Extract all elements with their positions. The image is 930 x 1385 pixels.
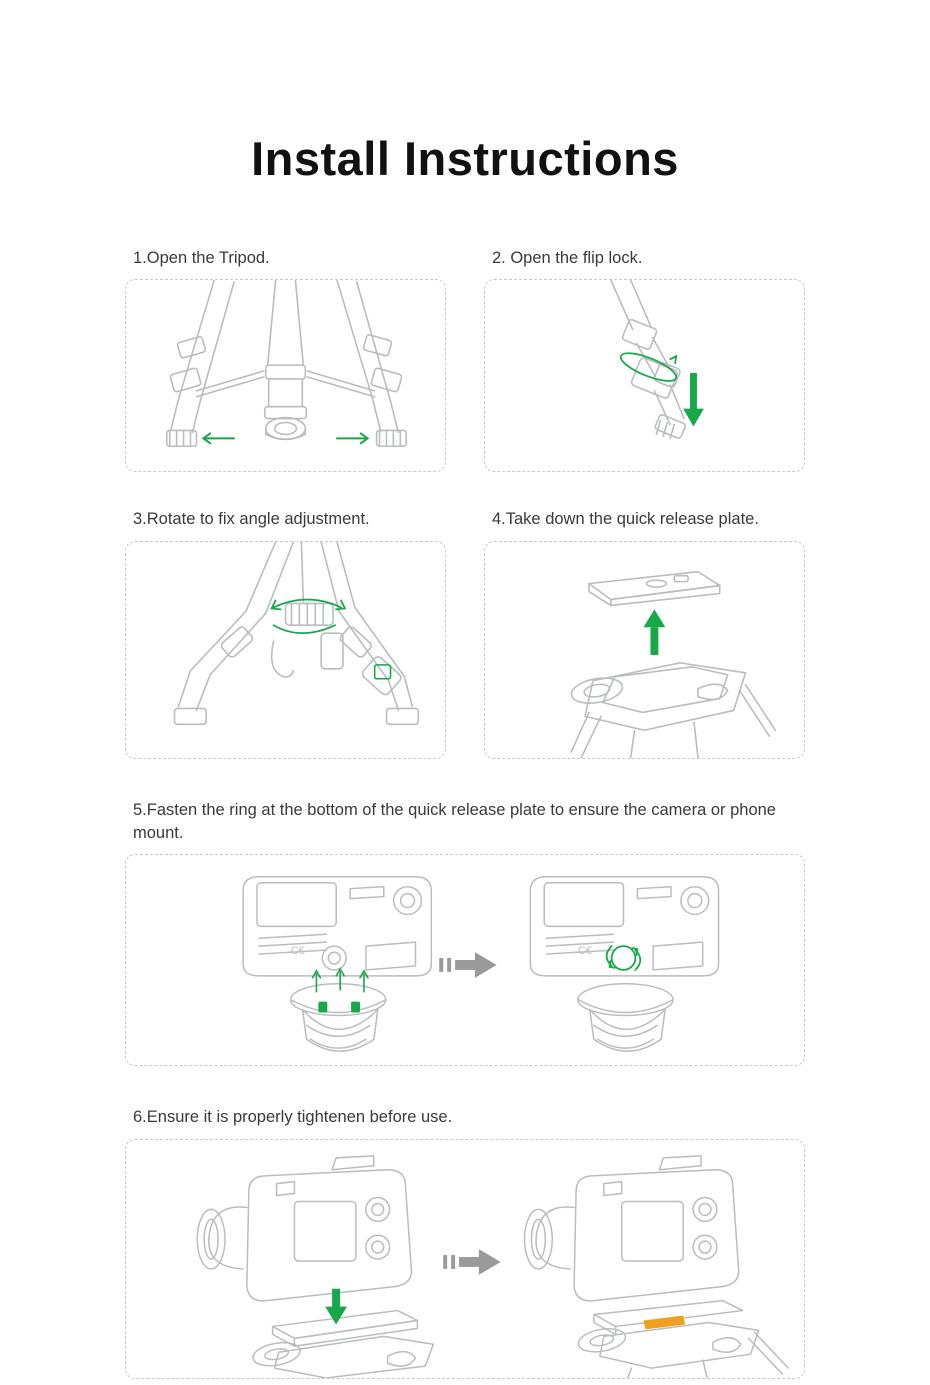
steps-row-2 bbox=[125, 508, 805, 758]
step-2-illustration-frame bbox=[484, 279, 805, 472]
page-title: Install Instructions bbox=[251, 132, 679, 185]
tripod-angle-knob-icon bbox=[126, 542, 445, 758]
step-3-illustration-frame bbox=[125, 541, 446, 759]
steps-row-1 bbox=[125, 247, 805, 472]
camera-plate-screw-icon bbox=[126, 855, 804, 1065]
step-6-caption: 6.Ensure it is properly tightenen before use. bbox=[133, 1108, 453, 1127]
step-2-caption: 2. Open the flip lock. bbox=[492, 248, 643, 267]
step-4 bbox=[484, 508, 805, 758]
quick-release-plate-icon bbox=[485, 542, 804, 758]
tripod-legs-spread-icon bbox=[126, 280, 445, 471]
step-2 bbox=[484, 247, 805, 472]
step-6-illustration-frame bbox=[125, 1139, 805, 1379]
camera-on-tripod-head-icon bbox=[126, 1140, 804, 1378]
step-3 bbox=[125, 508, 446, 758]
step-5-illustration-frame bbox=[125, 854, 805, 1066]
step-5 bbox=[125, 799, 805, 1067]
step-1-illustration-frame bbox=[125, 279, 446, 472]
step-4-caption: 4.Take down the quick release plate. bbox=[492, 510, 759, 529]
svg-text:C€: C€ bbox=[290, 945, 305, 958]
step-1 bbox=[125, 247, 446, 472]
steps-row-3 bbox=[125, 799, 805, 1067]
tripod-flip-lock-icon bbox=[485, 280, 804, 471]
steps-row-4 bbox=[125, 1106, 805, 1378]
step-5-caption: 5.Fasten the ring at the bottom of the quick release plate to ensure the camera or phone mount. bbox=[133, 800, 776, 842]
step-6 bbox=[125, 1106, 805, 1378]
svg-text:C€: C€ bbox=[577, 945, 592, 958]
steps-container bbox=[125, 247, 805, 1379]
step-4-illustration-frame bbox=[484, 541, 805, 759]
step-3-caption: 3.Rotate to fix angle adjustment. bbox=[133, 510, 370, 529]
step-1-caption: 1.Open the Tripod. bbox=[133, 248, 270, 267]
